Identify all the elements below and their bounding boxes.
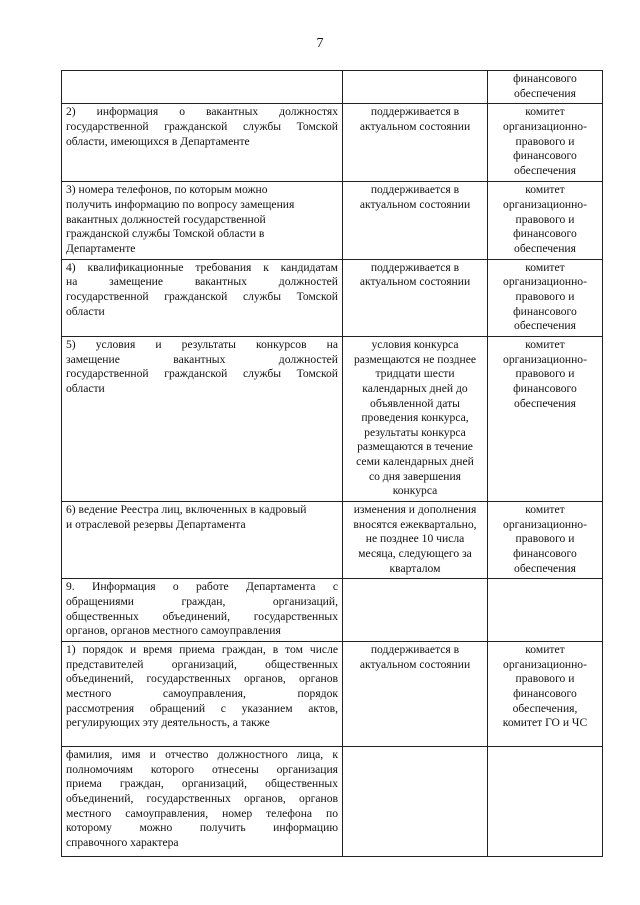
responsible-line: финансового — [513, 149, 577, 163]
status-line: объявленной даты — [370, 396, 460, 410]
description-line: замещение вакантных должностей — [66, 352, 338, 366]
description-line: области — [66, 304, 105, 318]
status-line: семи календарных дней — [356, 455, 474, 469]
description-line: 2) информация о вакантных должностях — [66, 105, 338, 119]
description-line: местного самоуправления, порядок — [66, 686, 338, 700]
responsible-line: организационно- — [503, 517, 587, 531]
table-row — [62, 104, 603, 182]
description-cell — [62, 259, 343, 336]
status-line: поддерживается в — [370, 183, 460, 197]
status-line: размещаются не позднее — [353, 352, 477, 366]
description-line: получить информацию по вопросу замещения — [66, 197, 295, 211]
responsible-line: комитет — [525, 337, 565, 351]
description-cell — [62, 642, 343, 747]
description-line: которому можно получить информацию — [66, 821, 338, 835]
description-cell — [62, 747, 343, 857]
description-line: полномочиям которого отнесены организация — [66, 762, 338, 776]
responsible-cell — [488, 104, 603, 182]
description-line: и отраслевой резервы Департамента — [66, 517, 246, 531]
responsible-cell — [488, 502, 603, 579]
description-line: Департаменте — [66, 241, 136, 255]
status-line: результаты конкурса — [364, 425, 466, 439]
table-row — [62, 182, 603, 259]
description-line: 3) номера телефонов, по которым можно — [66, 183, 268, 197]
table-row — [62, 71, 603, 104]
status-cell — [343, 182, 488, 259]
table-row — [62, 747, 603, 857]
status-line: проведения конкурса, — [361, 411, 469, 425]
description-line: местного самоуправления, номер телефона по — [66, 806, 338, 820]
responsible-line: комитет — [525, 260, 565, 274]
responsible-cell — [488, 747, 603, 857]
page-number: 7 — [316, 36, 324, 51]
status-line: со дня завершения — [368, 469, 462, 483]
document-table — [61, 70, 603, 857]
responsible-line: правового и — [515, 289, 575, 303]
status-line: не позднее 10 числа — [365, 532, 465, 546]
status-line: месяца, следующего за — [358, 547, 472, 561]
responsible-line: организационно- — [503, 197, 587, 211]
description-cell — [62, 182, 343, 259]
status-line: актуальном состоянии — [359, 119, 471, 133]
status-line: поддерживается в — [370, 643, 460, 656]
responsible-cell — [488, 71, 603, 104]
status-cell — [343, 502, 488, 579]
description-line: государственной гражданской службы Томской — [66, 119, 338, 133]
description-line: органов, органов местного самоуправления — [66, 624, 281, 638]
table-body — [62, 71, 603, 857]
responsible-cell — [488, 336, 603, 501]
status-line: поддерживается в — [370, 260, 460, 274]
description-line: 4) квалификационные требования к кандидатам — [66, 260, 338, 274]
status-cell — [343, 579, 488, 642]
table-row — [62, 502, 603, 579]
description-line: рассмотрения обращений с указанием актов, — [66, 701, 338, 715]
status-line: тридцати шести — [375, 367, 455, 381]
responsible-line: комитет — [525, 183, 565, 197]
responsible-line: правового и — [515, 367, 575, 381]
responsible-line: финансового — [513, 304, 577, 318]
description-cell — [62, 502, 343, 579]
responsible-line: обеспечения — [514, 86, 576, 100]
description-cell — [62, 104, 343, 182]
status-line: кварталом — [389, 561, 441, 575]
responsible-line: обеспечения — [514, 241, 576, 255]
status-line: календарных дней до — [362, 381, 468, 395]
status-cell — [343, 71, 488, 104]
description-line: 1) порядок и время приема граждан, в том числе — [66, 643, 338, 656]
description-line: 6) ведение Реестра лиц, включенных в кадровый — [66, 503, 307, 517]
responsible-line: обеспечения — [514, 319, 576, 333]
status-cell — [343, 104, 488, 182]
status-line: актуальном состоянии — [359, 657, 471, 671]
description-line: фамилия, имя и отчество должностного лица, к — [66, 748, 338, 761]
description-line: приема граждан, организаций, общественных — [66, 777, 338, 791]
responsible-cell — [488, 579, 603, 642]
responsible-line: правового и — [515, 672, 575, 686]
responsible-line: организационно- — [503, 657, 587, 671]
responsible-cell — [488, 182, 603, 259]
description-line: 9. Информация о работе Департамента с — [66, 580, 338, 594]
responsible-line: финансового — [513, 227, 577, 241]
description-line: государственной гражданской службы Томской — [66, 289, 338, 303]
responsible-cell — [488, 642, 603, 747]
responsible-line: обеспечения — [514, 561, 576, 575]
status-line: изменения и дополнения — [353, 503, 477, 517]
table-row — [62, 259, 603, 336]
responsible-line: финансового — [513, 686, 577, 700]
description-line: объединений, государственных органов, органов — [66, 791, 338, 805]
responsible-line: комитет — [525, 643, 565, 656]
responsible-line: комитет — [525, 105, 565, 119]
responsible-line: финансового — [513, 547, 577, 561]
responsible-line: обеспечения — [514, 163, 576, 177]
status-line: вносятся ежеквартально, — [353, 517, 477, 531]
description-line: области — [66, 381, 105, 395]
description-cell — [62, 579, 343, 642]
description-line: на замещение вакантных должностей — [66, 275, 338, 289]
status-cell — [343, 336, 488, 501]
description-line: обращениями граждан, организаций, — [66, 595, 338, 609]
status-line: поддерживается в — [370, 105, 460, 119]
table-row — [62, 579, 603, 642]
responsible-line: финансового — [513, 72, 577, 85]
responsible-line: организационно- — [503, 275, 587, 289]
table-row — [62, 642, 603, 747]
status-cell — [343, 259, 488, 336]
responsible-cell — [488, 259, 603, 336]
status-line: актуальном состоянии — [359, 197, 471, 211]
description-line: регулирующих эту деятельность, а также — [66, 716, 270, 730]
description-line: области, имеющихся в Департаменте — [66, 134, 250, 148]
status-cell — [343, 747, 488, 857]
description-line: государственной гражданской службы Томской — [66, 367, 338, 381]
description-line: гражданской службы Томской области в — [66, 227, 265, 241]
description-line: справочного характера — [66, 835, 179, 849]
responsible-line: правового и — [515, 212, 575, 226]
description-line: объединений, государственных органов, органов — [66, 672, 338, 686]
responsible-line: финансового — [513, 381, 577, 395]
table-row — [62, 336, 603, 501]
responsible-line: правового и — [515, 134, 575, 148]
responsible-line: правового и — [515, 532, 575, 546]
responsible-line: организационно- — [503, 352, 587, 366]
responsible-line: организационно- — [503, 119, 587, 133]
description-line: 5) условия и результаты конкурсов на — [66, 337, 338, 351]
description-cell — [62, 336, 343, 501]
status-line: условия конкурса — [371, 337, 459, 351]
status-line: размещаются в течение — [357, 440, 473, 454]
responsible-line: комитет ГО и ЧС — [502, 716, 588, 730]
description-cell — [62, 71, 343, 104]
responsible-line: обеспечения — [514, 396, 576, 410]
status-line: конкурса — [392, 484, 438, 498]
responsible-line: обеспечения, — [512, 701, 578, 715]
description-line: общественных объединений, государственных — [66, 609, 338, 623]
description-line: представителей организаций, общественных — [66, 657, 338, 671]
description-line: вакантных должностей государственной — [66, 212, 266, 226]
status-cell — [343, 642, 488, 747]
status-line: актуальном состоянии — [359, 275, 471, 289]
responsible-line: комитет — [525, 503, 565, 517]
